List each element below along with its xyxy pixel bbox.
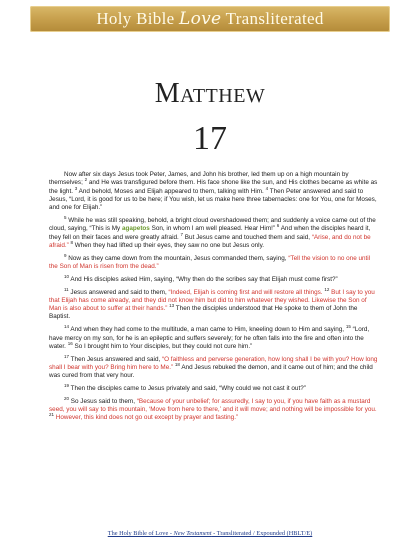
verse-number: 13 (169, 303, 175, 309)
verse-number: 6 (276, 223, 280, 229)
verse-paragraph (49, 273, 380, 284)
red-letter-text: But I say to you that Elijah has come already, and they did not know him but did to him whatever they wished. Likewise the Son of Man is also about to suffer at their hands.” (49, 288, 375, 313)
verse-paragraph (49, 214, 380, 250)
verse-paragraph (49, 353, 380, 381)
red-letter-text: “Tell the vision to no one until the Son of Man is risen from the dead.” (49, 254, 371, 270)
verse-text: Now after six days Jesus took Peter, James, and John his brother, led them up on a high mountain by themselves; (49, 171, 349, 187)
verse-number: 7 (180, 231, 184, 237)
red-letter-text: “Indeed, Elijah is coming first and will restore all things. (168, 288, 325, 296)
footer-nt[interactable]: New Testament (173, 530, 212, 537)
chapter-text (49, 171, 380, 427)
verse-text: “Lord, have mercy on my son, for he is an epileptic and suffers severely; for he often falls into the fire and often into the water. (49, 326, 370, 350)
verse-text: So I brought him to Your disciples, but they could not cure him.” (72, 342, 253, 350)
highlighted-word: agapetos (121, 225, 150, 233)
verse-text: Then Peter answered and said to Jesus, “Lord, it is good for us to be here; if You wish, let us make here three tabernacles: one for You, one for Moses, and one for Elijah.” (49, 187, 377, 212)
verse-text: Then the disciples came to Jesus privately and said, “Why could we not cast it out?” (69, 385, 306, 393)
banner-love: Love (179, 9, 222, 29)
verse-text: And His disciples asked Him, saying, “Why then do the scribes say that Elijah must come first?” (69, 275, 338, 283)
verse-paragraph (49, 382, 380, 393)
verse-number: 17 (64, 353, 70, 359)
verse-text: And when the disciples heard it, they fell on their faces and were greatly afraid. (49, 225, 371, 241)
verse-text: So Jesus said to them, (69, 397, 137, 405)
verse-paragraph (49, 326, 380, 351)
verse-number: 5 (64, 214, 67, 220)
red-letter-text: “O faithless and perverse generation, how long shall I be with you? How long shall I bear with you? Bring him here to Me.” (49, 355, 378, 371)
verse-paragraph (49, 286, 380, 322)
verse-number: 21 (49, 412, 55, 418)
verse-text: Son, in whom I am well pleased. Hear Him!” (149, 225, 277, 233)
verse-paragraph (49, 395, 380, 423)
verse-text: When they had lifted up their eyes, they saw no one but Jesus only. (73, 241, 265, 249)
verse-text: And Jesus rebuked the demon, and it came out of him; and the child was cured from that very hour. (49, 363, 373, 380)
verse-text: Now as they came down from the mountain, Jesus commanded them, saying, (66, 254, 289, 262)
banner-part1: Holy Bible (96, 9, 179, 28)
verse-text: And when they had come to the multitude, a man came to Him, kneeling down to Him and saying, (69, 326, 346, 334)
verse-number: 9 (64, 252, 67, 258)
verse-number: 2 (84, 177, 88, 183)
verse-number: 10 (64, 273, 70, 279)
red-letter-text: However, this kind does not go out except by prayer and fasting.” (54, 414, 239, 422)
verse-number: 15 (345, 324, 351, 330)
verse-number: 11 (64, 286, 69, 292)
verse-text: Then the disciples understood that He spoke to them of John the Baptist. (49, 305, 358, 321)
verse-number: 20 (64, 395, 70, 401)
red-letter-text: “Arise, and do not be afraid.” (49, 233, 371, 249)
verse-paragraph (49, 171, 380, 212)
banner-part2: Transliterated (221, 9, 324, 28)
red-letter-text: “Because of your unbelief; for assuredly, I say to you, if you have faith as a mustard seed, you will say to this mountain, ‘Move from here to there,’ and it will move; and nothing will be impossible for you. (49, 397, 377, 414)
verse-number: 18 (174, 361, 180, 367)
verse-number: 16 (67, 340, 73, 346)
verse-number: 12 (324, 286, 330, 292)
verse-text: While he was still speaking, behold, a bright cloud overshadowed them; and suddenly a voice came out of the cloud, saying, “This is My (49, 216, 376, 233)
verse-paragraph (49, 252, 380, 272)
banner-title (96, 9, 323, 29)
verse-text: Then Jesus answered and said, (69, 355, 162, 363)
verse-text: Jesus answered and said to them, (68, 288, 169, 296)
verse-text: But Jesus came and touched them and said, (183, 233, 312, 241)
book-title: Matthew (154, 78, 266, 109)
verse-number: 3 (74, 185, 78, 191)
footer-suffix[interactable]: - Transliterated / Expounded (HBLT/E) (211, 530, 313, 537)
footer-prefix[interactable]: The Holy Bible of Love - (107, 530, 174, 537)
footer[interactable] (0, 530, 420, 537)
verse-text: And behold, Moses and Elijah appeared to them, talking with Him. (77, 187, 266, 195)
title-banner (30, 6, 390, 32)
verse-number: 19 (64, 382, 70, 388)
verse-number: 4 (265, 185, 269, 191)
verse-number: 14 (64, 324, 70, 330)
chapter-number: 17 (193, 120, 227, 157)
verse-text: and He was transfigured before them. His face shone like the sun, and His clothes became as white as the light. (49, 179, 378, 195)
verse-number: 8 (70, 239, 74, 245)
